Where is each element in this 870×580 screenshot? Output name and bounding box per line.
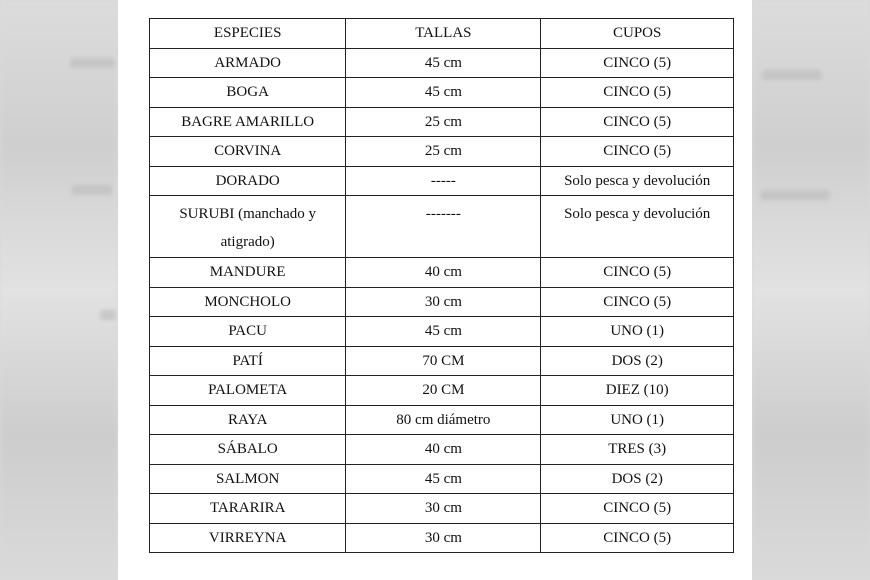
table-row xyxy=(150,196,734,258)
size-cell: ----- xyxy=(346,166,541,196)
size-cell: 45 cm xyxy=(346,464,541,494)
species-cell: TARARIRA xyxy=(150,494,346,524)
table-row xyxy=(150,523,734,553)
header-especies: ESPECIES xyxy=(150,19,346,49)
size-cell: 45 cm xyxy=(346,317,541,347)
species-cell: BAGRE AMARILLO xyxy=(150,107,346,137)
table-row xyxy=(150,317,734,347)
header-cupos: CUPOS xyxy=(541,19,734,49)
quota-cell: TRES (3) xyxy=(541,435,734,465)
table-row xyxy=(150,376,734,406)
table-row xyxy=(150,78,734,108)
size-cell: 30 cm xyxy=(346,494,541,524)
table-row xyxy=(150,287,734,317)
size-cell: 70 CM xyxy=(346,346,541,376)
blurred-background-right xyxy=(752,0,870,580)
size-cell: ------- xyxy=(346,196,541,258)
size-cell: 20 CM xyxy=(346,376,541,406)
quota-cell: CINCO (5) xyxy=(541,258,734,288)
size-cell: 40 cm xyxy=(346,435,541,465)
table-row xyxy=(150,346,734,376)
quota-cell: DIEZ (10) xyxy=(541,376,734,406)
table-row xyxy=(150,464,734,494)
table-row xyxy=(150,48,734,78)
document-page xyxy=(118,0,752,580)
quota-cell: Solo pesca y devolución xyxy=(541,196,734,258)
header-tallas: TALLAS xyxy=(346,19,541,49)
species-cell: SURUBI (manchado y atigrado) xyxy=(150,196,346,258)
blurred-background-left xyxy=(0,0,118,580)
quota-cell: Solo pesca y devolución xyxy=(541,166,734,196)
table-row xyxy=(150,258,734,288)
size-cell: 40 cm xyxy=(346,258,541,288)
table-row xyxy=(150,137,734,167)
species-cell: PACU xyxy=(150,317,346,347)
quota-cell: DOS (2) xyxy=(541,464,734,494)
fish-regulations-table xyxy=(149,18,734,553)
size-cell: 45 cm xyxy=(346,78,541,108)
size-cell: 25 cm xyxy=(346,107,541,137)
quota-cell: CINCO (5) xyxy=(541,494,734,524)
species-cell: MANDURE xyxy=(150,258,346,288)
quota-cell: CINCO (5) xyxy=(541,107,734,137)
size-cell: 45 cm xyxy=(346,48,541,78)
quota-cell: CINCO (5) xyxy=(541,137,734,167)
species-cell: BOGA xyxy=(150,78,346,108)
table-header-row xyxy=(150,19,734,49)
size-cell: 25 cm xyxy=(346,137,541,167)
quota-cell: CINCO (5) xyxy=(541,78,734,108)
table-row xyxy=(150,107,734,137)
quota-cell: CINCO (5) xyxy=(541,287,734,317)
quota-cell: DOS (2) xyxy=(541,346,734,376)
table-row xyxy=(150,435,734,465)
species-cell: PALOMETA xyxy=(150,376,346,406)
quota-cell: CINCO (5) xyxy=(541,48,734,78)
quota-cell: CINCO (5) xyxy=(541,523,734,553)
species-cell: RAYA xyxy=(150,405,346,435)
quota-cell: UNO (1) xyxy=(541,405,734,435)
species-cell: MONCHOLO xyxy=(150,287,346,317)
size-cell: 30 cm xyxy=(346,523,541,553)
table-row xyxy=(150,405,734,435)
table-row xyxy=(150,166,734,196)
species-cell: SALMON xyxy=(150,464,346,494)
table-row xyxy=(150,494,734,524)
size-cell: 80 cm diámetro xyxy=(346,405,541,435)
species-cell: CORVINA xyxy=(150,137,346,167)
size-cell: 30 cm xyxy=(346,287,541,317)
quota-cell: UNO (1) xyxy=(541,317,734,347)
species-cell: PATÍ xyxy=(150,346,346,376)
species-cell: DORADO xyxy=(150,166,346,196)
species-cell: VIRREYNA xyxy=(150,523,346,553)
species-cell: ARMADO xyxy=(150,48,346,78)
species-cell: SÁBALO xyxy=(150,435,346,465)
